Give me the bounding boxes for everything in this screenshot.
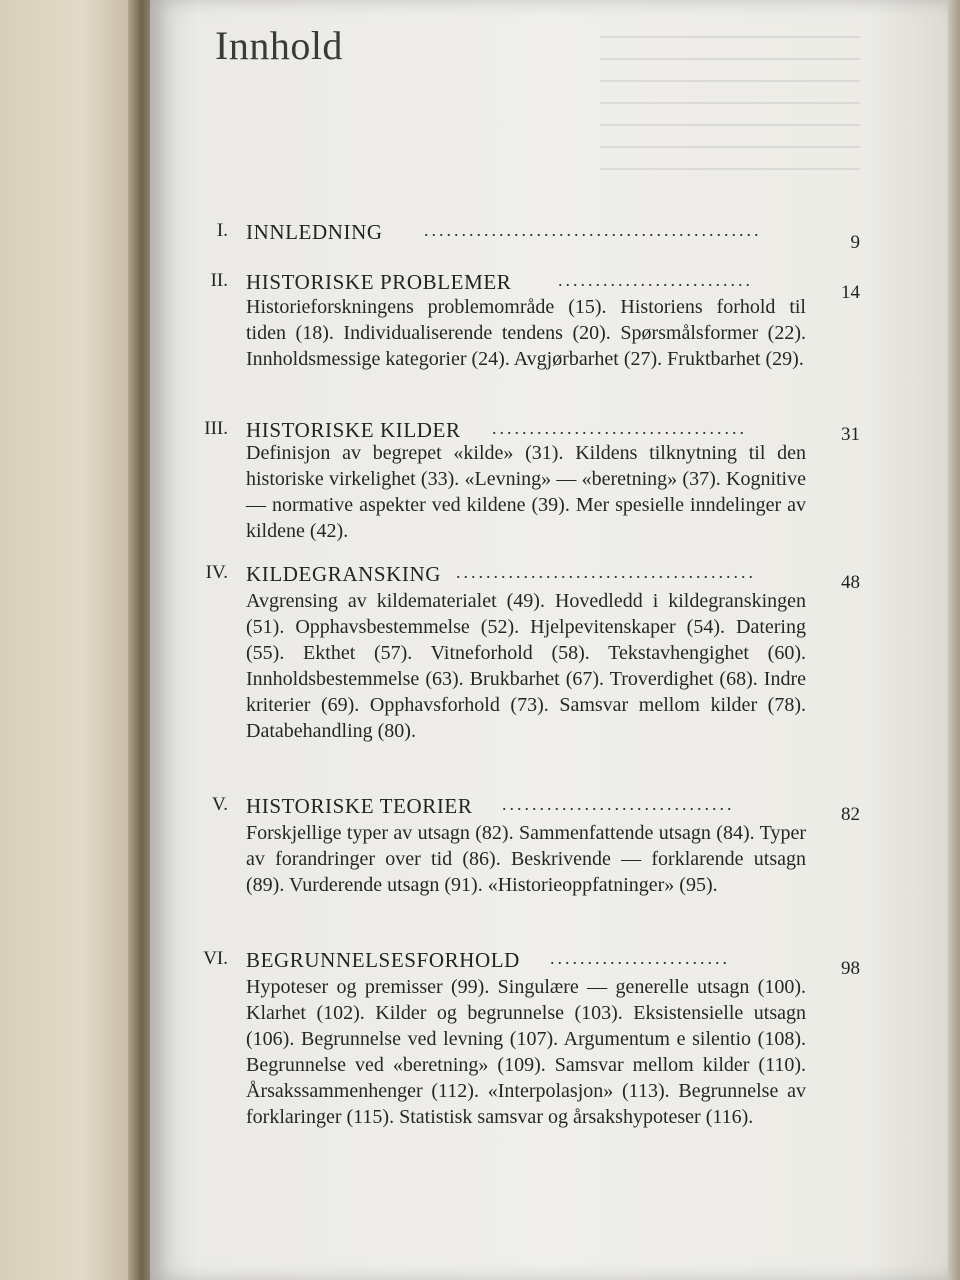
page-number: 31 (841, 424, 860, 445)
dot-leader: .......................... (558, 270, 753, 290)
page-edge (948, 0, 960, 1280)
dot-leader: ............................... (502, 794, 735, 814)
toc-entry-3 (180, 418, 860, 542)
toc-entry-4 (180, 562, 860, 742)
toc-entry-head (180, 948, 860, 979)
chapter-heading: HISTORISKE TEORIER (246, 794, 473, 818)
page-number: 48 (841, 572, 860, 593)
page-number: 9 (850, 232, 860, 253)
chapter-numeral: I. (216, 220, 228, 241)
chapter-description: Historieforskningens problemområde (15). Historiens forhold til tiden (18). Individualiserende tendens (20). Spørsmålsformer (22). Innholdsmessige kategorier (24). Avgjørbarhet (27). Fruktbarhet (29). (246, 296, 806, 370)
dot-leader: ............................................. (424, 220, 762, 240)
show-through-text (600, 20, 860, 170)
chapter-numeral: II. (210, 270, 228, 291)
dot-leader: ........................ (550, 948, 730, 968)
chapter-description: Forskjellige typer av utsagn (82). Sammenfattende utsagn (84). Typer av forandringer over tid (86). Beskrivende — forklarende utsagn (89). Vurderende utsagn (91). «Historieoppfatninger» (95). (246, 822, 806, 896)
toc-entry-head (180, 794, 860, 825)
chapter-numeral: VI. (203, 948, 228, 969)
toc-entry-6 (180, 948, 860, 1128)
dot-leader: ........................................ (456, 562, 756, 582)
chapter-description: Hypoteser og premisser (99). Singulære — generelle utsagn (100). Klarhet (102). Kilder og begrunnelse (103). Eksistensielle utsagn (106). Begrunnelse ved levning (107). Argumentum e silentio (108). Begrunnelse ved «beretning» (109). Samsvar mellom kilder (110). Årsakssammenhenger (112). «Interpolasjon» (113). Begrunnelse av forklaringer (115). Statistisk samsvar og årsakshypoteser (116). (246, 976, 806, 1128)
toc-entry-2 (180, 270, 860, 370)
chapter-numeral: III. (204, 418, 228, 439)
toc-entry-head (180, 562, 860, 593)
toc-entry-5 (180, 794, 860, 896)
page-title: Innhold (215, 23, 343, 68)
dot-leader: .................................. (492, 418, 747, 438)
chapter-heading: INNLEDNING (246, 220, 383, 244)
chapter-heading: KILDEGRANSKING (246, 562, 442, 586)
chapter-heading: HISTORISKE KILDER (246, 418, 461, 442)
chapter-description: Avgrensing av kildematerialet (49). Hovedledd i kildegranskingen (51). Opphavsbestemmelse (52). Hjelpevitenskaper (54). Datering (55). Ekthet (57). Vitneforhold (58). Tekstavhengighet (60). Innholdsbestemmelse (63). Brukbarhet (67). Troverdighet (68). Indre kriterier (69). Opphavsforhold (73). Samsvar mellom kilder (78). Databehandling (80). (246, 590, 806, 742)
chapter-heading: BEGRUNNELSESFORHOLD (246, 948, 520, 972)
chapter-numeral: V. (211, 794, 228, 815)
page-number: 98 (841, 958, 860, 979)
page-number: 82 (841, 804, 860, 825)
page-number: 14 (841, 282, 860, 303)
toc-entry-1 (180, 220, 860, 253)
toc-entry-head (180, 220, 860, 253)
chapter-description: Definisjon av begrepet «kilde» (31). Kildens tilknytning til den historiske virkelighet (33). «Levning» — «beretning» (37). Kognitive — normative aspekter ved kildene (39). Mer spesielle inndelinger av kildene (42). (246, 442, 806, 542)
chapter-heading: HISTORISKE PROBLEMER (246, 270, 512, 294)
chapter-numeral: IV. (205, 562, 228, 583)
